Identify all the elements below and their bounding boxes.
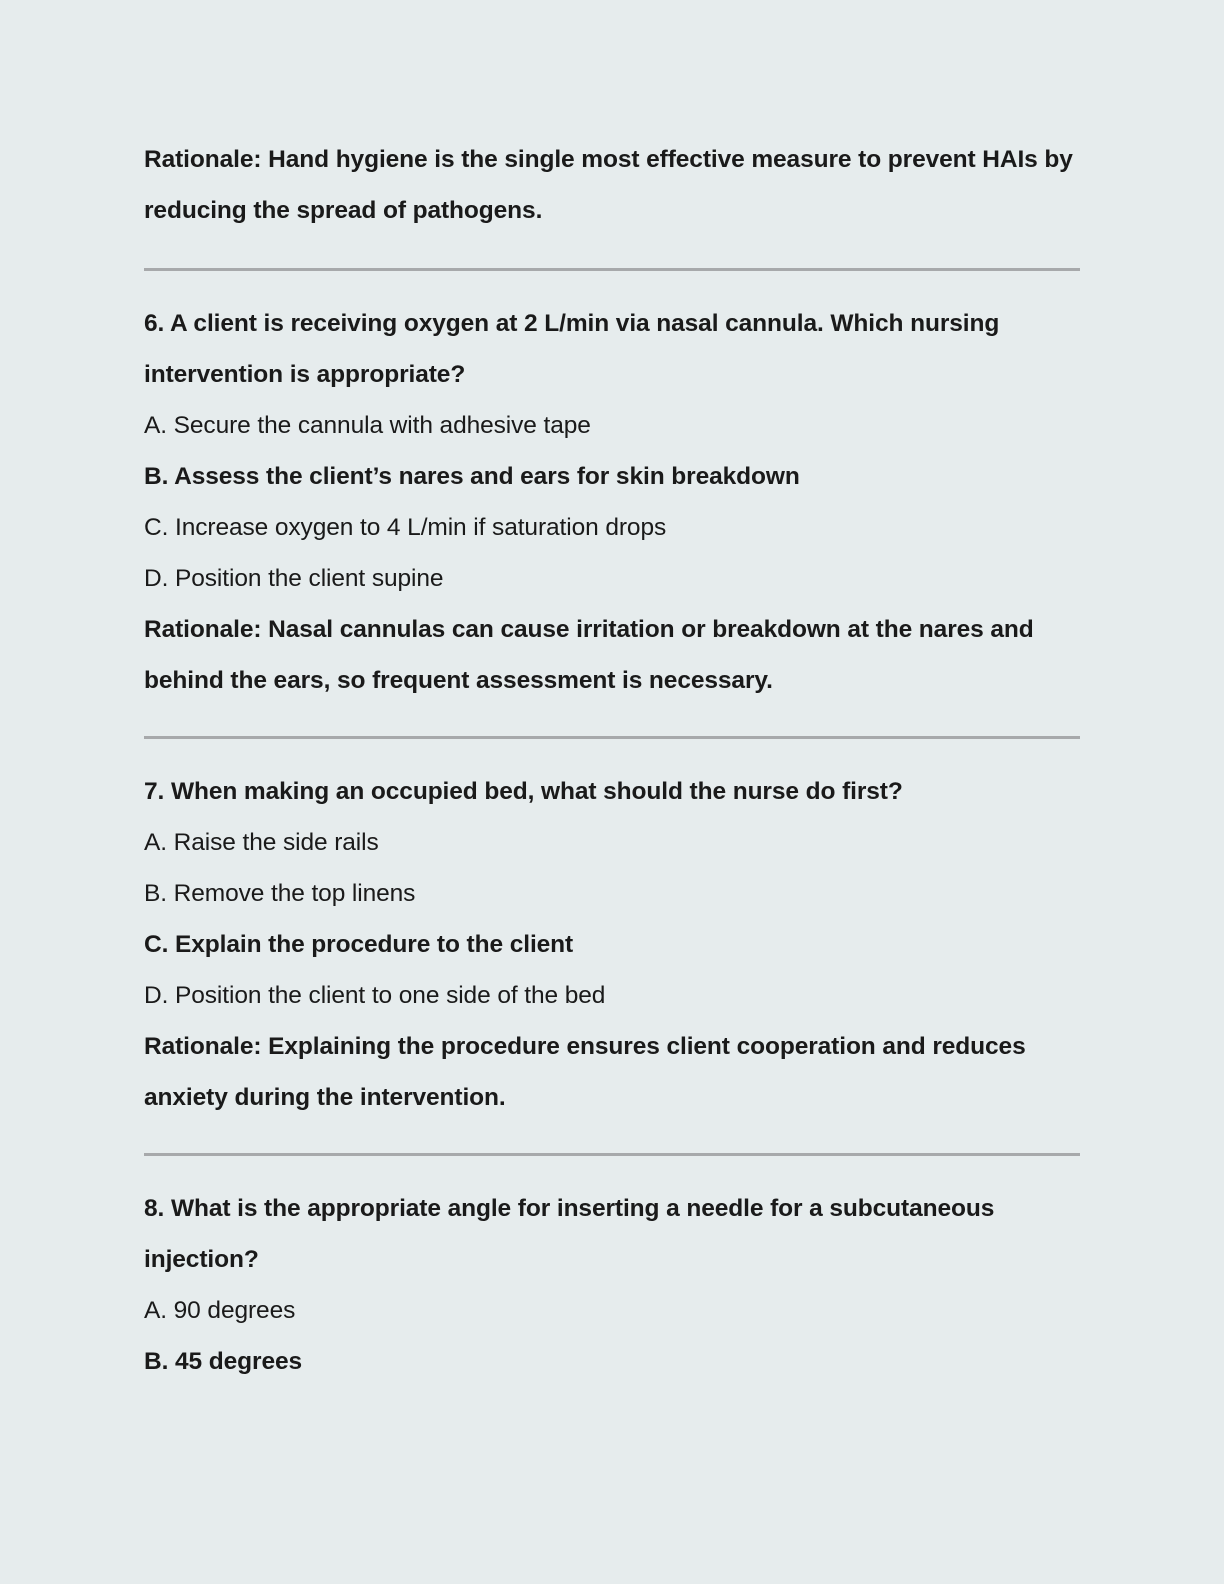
- option-d: D. Position the client to one side of the bed: [144, 982, 606, 1009]
- option-c: C. Increase oxygen to 4 L/min if saturation drops: [144, 514, 667, 541]
- question-6: [144, 298, 1080, 706]
- question-stem: 6. A client is receiving oxygen at 2 L/min via nasal cannula. Which nursing: [144, 310, 1000, 337]
- rationale-line: Rationale: Nasal cannulas can cause irritation or breakdown at the nares and: [144, 616, 1034, 643]
- section-divider: [144, 736, 1080, 739]
- option-c-correct: C. Explain the procedure to the client: [144, 931, 574, 958]
- question-stem: 8. What is the appropriate angle for inserting a needle for a subcutaneous: [144, 1195, 995, 1222]
- option-b: B. Remove the top linens: [144, 880, 416, 907]
- option-b-correct: B. Assess the client’s nares and ears for skin breakdown: [144, 463, 800, 490]
- question-8: [144, 1183, 1080, 1387]
- section-divider: [144, 1153, 1080, 1156]
- rationale-q5: [144, 134, 1080, 236]
- rationale-line: reducing the spread of pathogens.: [144, 197, 543, 224]
- question-7: [144, 766, 1080, 1123]
- option-d: D. Position the client supine: [144, 565, 444, 592]
- option-a: A. Raise the side rails: [144, 829, 379, 856]
- section-divider: [144, 268, 1080, 271]
- rationale-line: Rationale: Hand hygiene is the single most effective measure to prevent HAIs by: [144, 146, 1073, 173]
- question-stem: injection?: [144, 1246, 259, 1273]
- option-b-correct: B. 45 degrees: [144, 1348, 303, 1375]
- rationale-line: anxiety during the intervention.: [144, 1084, 506, 1111]
- rationale-line: behind the ears, so frequent assessment is necessary.: [144, 667, 773, 694]
- option-a: A. 90 degrees: [144, 1297, 296, 1324]
- option-a: A. Secure the cannula with adhesive tape: [144, 412, 591, 439]
- question-stem: intervention is appropriate?: [144, 361, 466, 388]
- question-stem: 7. When making an occupied bed, what should the nurse do first?: [144, 778, 903, 805]
- rationale-line: Rationale: Explaining the procedure ensures client cooperation and reduces: [144, 1033, 1026, 1060]
- document-page: [144, 134, 1080, 1387]
